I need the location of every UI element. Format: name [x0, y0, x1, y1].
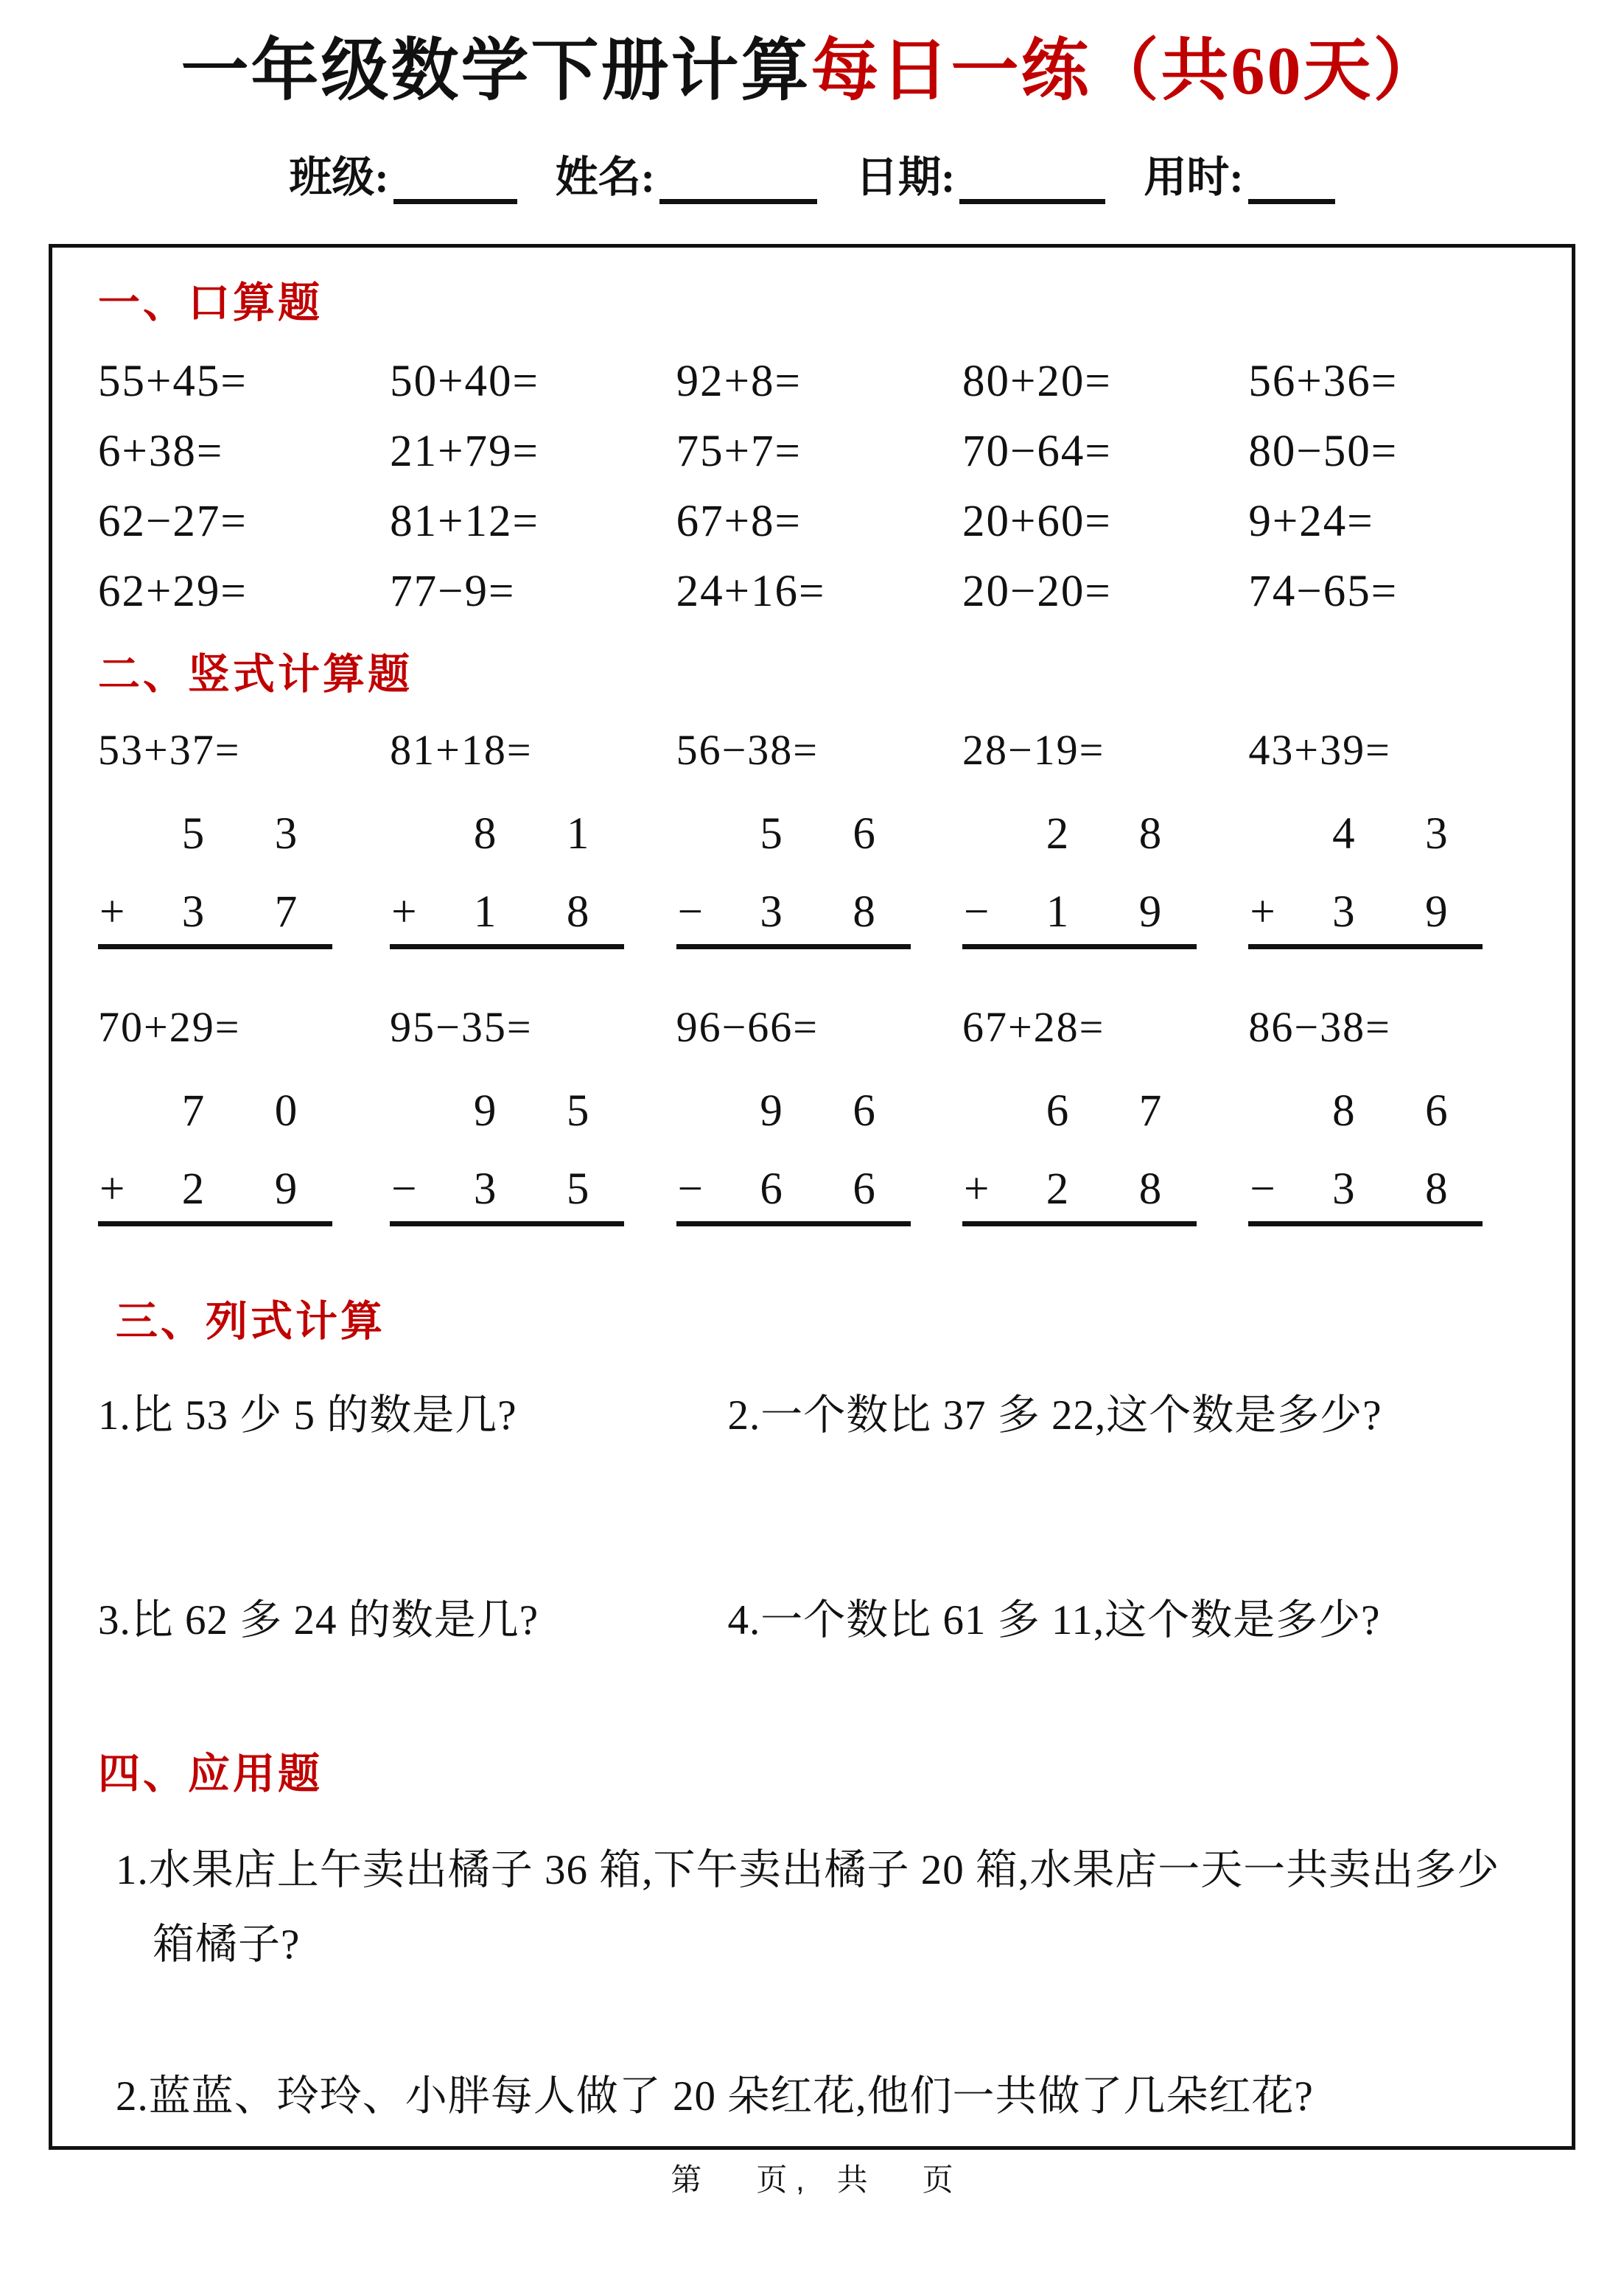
- stack-operator: +: [391, 887, 417, 937]
- fill-in-blank: [1248, 158, 1335, 204]
- oral-problem: 20−20=: [962, 566, 1112, 616]
- stack-top-tens-digit: 2: [1046, 808, 1069, 859]
- listed-equation-item: 3.比 62 多 24 的数是几?: [98, 1597, 539, 1644]
- stack-bottom-units-digit: 8: [853, 887, 875, 937]
- stack-top-tens-digit: 9: [473, 1086, 497, 1136]
- vertical-problem-equation: 53+37=: [98, 725, 241, 774]
- stack-bottom-units-digit: 8: [1138, 1164, 1162, 1214]
- oral-problem: 67+8=: [676, 496, 802, 546]
- stack-top-tens-digit: 5: [181, 808, 205, 859]
- fill-in-blank: [393, 158, 517, 204]
- stack-top-tens-digit: 7: [181, 1086, 205, 1136]
- stack-bottom-units-digit: 6: [853, 1164, 875, 1214]
- vertical-problem-stack: [98, 1086, 332, 1226]
- stack-top-units-digit: 8: [1138, 808, 1162, 859]
- stack-bottom-units-digit: 9: [274, 1164, 298, 1214]
- stack-top-units-digit: 3: [274, 808, 298, 859]
- header-field-label: 日期:: [855, 153, 956, 202]
- vertical-problem: [390, 725, 676, 949]
- oral-problem: 70−64=: [962, 426, 1112, 476]
- title-red-part: 每日一练（共60天）: [811, 33, 1443, 108]
- vertical-problem-stack: [962, 1086, 1197, 1226]
- stack-bottom-units-digit: 7: [274, 887, 298, 937]
- stack-operator: −: [677, 887, 703, 937]
- vertical-problem: [98, 1002, 390, 1226]
- oral-problem: 74−65=: [1248, 566, 1399, 616]
- page-title: [0, 34, 1624, 108]
- oral-problem: 92+8=: [676, 356, 802, 406]
- vertical-problem-stack: [676, 1086, 911, 1226]
- oral-problem: 77−9=: [390, 566, 516, 616]
- stack-top-units-digit: 7: [1138, 1086, 1162, 1136]
- vertical-problem: [676, 1002, 962, 1226]
- section-heading-oral: 一、口算题: [98, 280, 323, 327]
- footer-segment: 页 ,: [756, 2162, 805, 2198]
- stack-bottom-units-digit: 5: [566, 1164, 589, 1214]
- stack-bottom-tens-digit: 6: [760, 1164, 783, 1214]
- oral-problem: 50+40=: [390, 356, 539, 406]
- vertical-problem-equation: 28−19=: [962, 725, 1105, 774]
- vertical-problem-stack: [390, 808, 624, 949]
- fill-in-blank: [659, 158, 817, 204]
- stack-bottom-units-digit: 8: [566, 887, 589, 937]
- stack-spacer: [98, 1086, 147, 1137]
- section-heading-word: 四、应用题: [98, 1751, 323, 1798]
- page-footer: [0, 2156, 1624, 2200]
- stack-spacer: [98, 808, 147, 860]
- stack-bottom-tens-digit: 1: [1046, 887, 1069, 937]
- stack-top-units-digit: 6: [853, 1086, 875, 1136]
- stack-bottom-tens-digit: 1: [473, 887, 497, 937]
- oral-problem: 80+20=: [962, 356, 1112, 406]
- oral-problem: 9+24=: [1248, 496, 1374, 546]
- header-field-label: 班级:: [289, 153, 389, 202]
- vertical-problem-equation: 56−38=: [676, 725, 819, 774]
- oral-problem: 62−27=: [98, 496, 248, 546]
- vertical-problem-equation: 70+29=: [98, 1002, 241, 1051]
- stack-spacer: [1248, 808, 1297, 860]
- oral-problem: 20+60=: [962, 496, 1112, 546]
- vertical-problem: [676, 725, 962, 949]
- stack-top-tens-digit: 8: [473, 808, 497, 859]
- oral-problem: 81+12=: [390, 496, 539, 546]
- vertical-problem-stack: [390, 1086, 624, 1226]
- footer-segment: 共: [836, 2162, 868, 2198]
- section-heading-listed: 三、列式计算: [116, 1298, 385, 1345]
- stack-top-units-digit: 0: [274, 1086, 298, 1136]
- oral-problem: 75+7=: [676, 426, 802, 476]
- header-field-label: 姓名:: [555, 153, 655, 202]
- stack-bottom-tens-digit: 3: [473, 1164, 497, 1214]
- vertical-problem: [1248, 725, 1529, 949]
- header-field: [289, 142, 517, 204]
- oral-problem: 80−50=: [1248, 426, 1399, 476]
- vertical-problem: [390, 1002, 676, 1226]
- vertical-problem-stack: [962, 808, 1197, 949]
- header-field: [1144, 142, 1334, 204]
- stack-operator: −: [391, 1164, 417, 1214]
- vertical-problem: [1248, 1002, 1529, 1226]
- header-fill-line: [0, 142, 1624, 204]
- vertical-problem: [962, 725, 1248, 949]
- stack-spacer: [962, 1086, 1011, 1137]
- stack-top-units-digit: 5: [566, 1086, 589, 1136]
- stack-top-tens-digit: 6: [1046, 1086, 1069, 1136]
- vertical-problem: [962, 1002, 1248, 1226]
- stack-top-units-digit: 3: [1425, 808, 1448, 859]
- stack-bottom-tens-digit: 3: [1332, 1164, 1355, 1214]
- stack-bottom-tens-digit: 3: [181, 887, 205, 937]
- oral-problems-grid: [98, 356, 1529, 618]
- footer-segment: 第: [671, 2162, 702, 2198]
- stack-operator: +: [1250, 887, 1275, 937]
- header-field: [556, 142, 817, 204]
- oral-problem: 56+36=: [1248, 356, 1399, 406]
- vertical-problem-equation: 96−66=: [676, 1002, 819, 1051]
- vertical-problem: [98, 725, 390, 949]
- stack-top-units-digit: 6: [853, 808, 875, 859]
- footer-segment: 页: [922, 2162, 953, 2198]
- word-problem: 2.蓝蓝、玲玲、小胖每人做了 20 朵红花,他们一共做了几朵红花?: [116, 2072, 1314, 2120]
- vertical-rows: [98, 725, 1529, 1226]
- vertical-problem-stack: [1248, 1086, 1483, 1226]
- stack-operator: +: [99, 887, 125, 937]
- vertical-problem-row: [98, 1002, 1529, 1226]
- stack-top-tens-digit: 5: [760, 808, 783, 859]
- stack-bottom-tens-digit: 2: [1046, 1164, 1069, 1214]
- stack-operator: −: [1250, 1164, 1275, 1214]
- oral-problem: 21+79=: [390, 426, 539, 476]
- stack-bottom-units-digit: 9: [1138, 887, 1162, 937]
- vertical-problem-row: [98, 725, 1529, 949]
- stack-spacer: [390, 1086, 438, 1137]
- stack-spacer: [676, 808, 725, 860]
- oral-problem: 62+29=: [98, 566, 248, 616]
- stack-top-tens-digit: 9: [760, 1086, 783, 1136]
- vertical-problem-stack: [98, 808, 332, 949]
- stack-bottom-units-digit: 9: [1425, 887, 1448, 937]
- vertical-problem-equation: 67+28=: [962, 1002, 1105, 1051]
- stack-spacer: [390, 808, 438, 860]
- listed-equation-item: 2.一个数比 37 多 22,这个数是多少?: [727, 1392, 1382, 1439]
- oral-problem: 6+38=: [98, 426, 224, 476]
- stack-spacer: [676, 1086, 725, 1137]
- stack-operator: +: [963, 1164, 990, 1214]
- listed-items-grid: [98, 1381, 1529, 1646]
- stack-bottom-tens-digit: 3: [760, 887, 783, 937]
- stack-top-tens-digit: 4: [1332, 808, 1355, 859]
- stack-bottom-tens-digit: 2: [181, 1164, 205, 1214]
- vertical-problem-equation: 86−38=: [1248, 1002, 1391, 1051]
- stack-top-units-digit: 1: [566, 808, 589, 859]
- vertical-problem-stack: [1248, 808, 1483, 949]
- listed-equation-item: 1.比 53 少 5 的数是几?: [98, 1392, 517, 1439]
- header-field-label: 用时:: [1144, 153, 1244, 202]
- stack-operator: +: [99, 1164, 125, 1214]
- word-items: [98, 1833, 1529, 2134]
- title-black-part: 一年级数学下册计算: [181, 33, 811, 108]
- vertical-problem-equation: 95−35=: [390, 1002, 533, 1051]
- vertical-problem-equation: 43+39=: [1248, 725, 1391, 774]
- stack-top-units-digit: 6: [1425, 1086, 1448, 1136]
- word-problem: 1.水果店上午卖出橘子 36 箱,下午卖出橘子 20 箱,水果店一天一共卖出多少箱橘子?: [116, 1846, 1500, 1969]
- listed-equation-item: 4.一个数比 61 多 11,这个数是多少?: [727, 1597, 1381, 1644]
- stack-spacer: [962, 808, 1011, 860]
- stack-bottom-units-digit: 8: [1425, 1164, 1448, 1214]
- oral-problem: 55+45=: [98, 356, 248, 406]
- section-heading-vertical: 二、竖式计算题: [98, 651, 413, 698]
- stack-bottom-tens-digit: 3: [1332, 887, 1355, 937]
- header-field: [855, 142, 1105, 204]
- stack-operator: −: [677, 1164, 703, 1214]
- stack-top-tens-digit: 8: [1332, 1086, 1355, 1136]
- oral-problem: 24+16=: [676, 566, 826, 616]
- fill-in-blank: [959, 158, 1105, 204]
- stack-operator: −: [963, 887, 990, 937]
- stack-spacer: [1248, 1086, 1297, 1137]
- worksheet-body-frame: [49, 244, 1575, 2150]
- vertical-problem-equation: 81+18=: [390, 725, 533, 774]
- vertical-problem-stack: [676, 808, 911, 949]
